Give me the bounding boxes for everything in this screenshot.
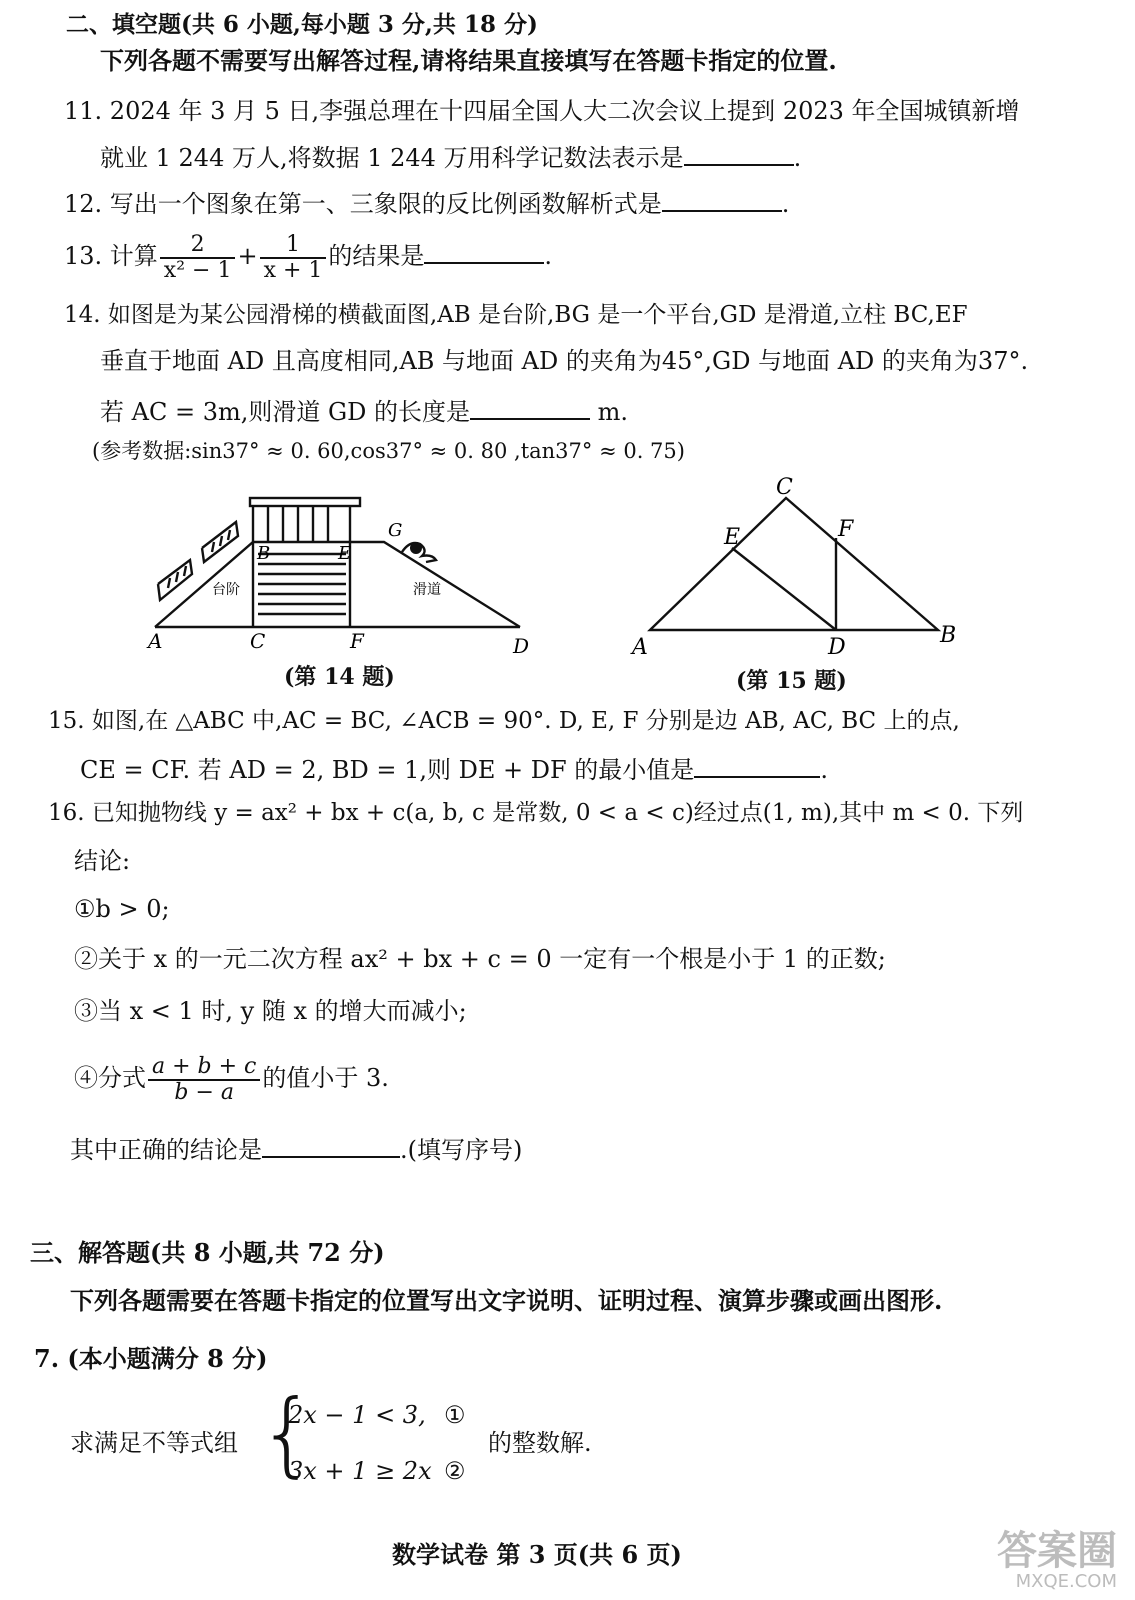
- fig14-label-b: B: [257, 543, 271, 564]
- q11-line2: 就业 1 244 万人,将数据 1 244 万用科学记数法表示是 .: [100, 140, 801, 173]
- q15-question: CE = CF. 若 AD = 2, BD = 1,则 DE + DF 的最小值是: [80, 756, 695, 784]
- q17-system-brace: {: [258, 1380, 317, 1487]
- q17-mark-2: ②: [444, 1457, 466, 1485]
- q16-conclusion-1: ①b > 0;: [74, 895, 170, 923]
- q13-frac1-denominator: x² − 1: [163, 257, 232, 283]
- fig15-label-f: F: [838, 517, 854, 542]
- fig14-handrail-1: [158, 560, 192, 600]
- q17-prefix: 求满足不等式组: [70, 1429, 238, 1457]
- q14-question: 若 AC = 3m,则滑道 GD 的长度是: [100, 398, 471, 426]
- q13-fraction-2: [260, 233, 327, 283]
- q13-prefix: 13. 计算: [64, 242, 158, 270]
- figure-14: [140, 490, 550, 660]
- fig14-label-e: E: [338, 543, 352, 564]
- q12-line: 12. 写出一个图象在第一、三象限的反比例函数解析式是 .: [64, 186, 789, 219]
- q16-conclusion-2: ②关于 x 的一元二次方程 ax² + bx + c = 0 一定有一个根是小于 1 的正数;: [74, 945, 886, 973]
- q13-fraction-1: [160, 233, 236, 283]
- q13-frac1-numerator: 2: [160, 233, 236, 259]
- fig14-rail-top: [250, 498, 360, 506]
- fig14-label-a: A: [148, 629, 163, 653]
- q14-unit: m.: [597, 398, 629, 426]
- fig15-caption: (第 15 题): [736, 668, 847, 694]
- section-2-title: 二、填空题(共 6 小题,每小题 3 分,共 18 分): [66, 11, 538, 38]
- q13-frac2-numerator: 1: [260, 233, 327, 259]
- section-3-title: 三、解答题(共 8 小题,共 72 分): [30, 1238, 385, 1267]
- q16-answer-suffix: .(填写序号): [400, 1136, 523, 1164]
- section-3-instruction: 下列各题需要在答题卡指定的位置写出文字说明、证明过程、演算步骤或画出图形.: [70, 1286, 943, 1315]
- watermark-logo-text: 答案圈: [997, 1528, 1117, 1574]
- fig15-label-a: A: [632, 635, 648, 660]
- q13-plus: +: [237, 242, 258, 270]
- fig14-label-f: F: [350, 629, 364, 653]
- fig14-label-g: G: [388, 520, 403, 541]
- q16-answer-prefix: 其中正确的结论是: [70, 1136, 262, 1164]
- q16-line2: 结论:: [74, 847, 131, 875]
- q16-conclusion-4: [74, 1052, 389, 1105]
- q16-answer-blank: [262, 1132, 400, 1158]
- page-footer: 数学试卷 第 3 页(共 6 页): [392, 1540, 682, 1569]
- fig14-caption: (第 14 题): [284, 664, 395, 690]
- q16-answer-line: [70, 1132, 522, 1165]
- q11-line1: 11. 2024 年 3 月 5 日,李强总理在十四届全国人大二次会议上提到 2023 年全国城镇新增: [64, 97, 1020, 125]
- q15-answer-blank: [694, 752, 820, 778]
- q16-conclusion-3: ③当 x < 1 时, y 随 x 的增大而减小;: [74, 997, 467, 1025]
- fig15-label-c: C: [776, 475, 793, 500]
- q16-c4-numerator: a + b + c: [148, 1055, 260, 1081]
- q15-line2: CE = CF. 若 AD = 2, BD = 1,则 DE + DF 的最小值是 .: [80, 752, 828, 785]
- fig14-label-c: C: [250, 629, 266, 653]
- q15-line1: 15. 如图,在 △ABC 中,AC = BC, ∠ACB = 90°. D, E, F 分别是边 AB, AC, BC 上的点,: [48, 708, 960, 734]
- section-2-instruction: 下列各题不需要写出解答过程,请将结果直接填写在答题卡指定的位置.: [100, 46, 837, 75]
- fig14-stairs-label: 台阶: [212, 582, 240, 598]
- q12-text: 12. 写出一个图象在第一、三象限的反比例函数解析式是: [64, 190, 662, 218]
- q17-header: 7. (本小题满分 8 分): [34, 1344, 268, 1373]
- fig15-triangle-abc: [650, 498, 938, 630]
- q13-suffix: 的结果是: [328, 242, 425, 270]
- q17-suffix: 的整数解.: [488, 1429, 592, 1457]
- q17-inequality-1: 2x − 1 < 3,: [288, 1401, 426, 1429]
- fig15-label-d: D: [828, 635, 846, 660]
- watermark-url: MXQE.COM: [1015, 1571, 1117, 1592]
- q11-text: 就业 1 244 万人,将数据 1 244 万用科学记数法表示是: [100, 144, 684, 172]
- q13-line: 13. 计算 $\frac{2}{\text{x² − 1}}$ + $\frac{1}{x + 1}$ 的结果是 .: [64, 231, 553, 283]
- q16-c4-suffix: 的值小于 3.: [262, 1064, 389, 1092]
- q16-c4-fraction: [148, 1055, 260, 1105]
- q14-line2: 垂直于地面 AD 且高度相同,AB 与地面 AD 的夹角为45°,GD 与地面 AD 的夹角为37°.: [100, 347, 1029, 375]
- q17-mark-1: ①: [444, 1401, 466, 1429]
- fig14-slide-label: 滑道: [413, 582, 441, 598]
- q14-answer-blank: [470, 394, 590, 420]
- q14-line3: [100, 394, 628, 427]
- q12-answer-blank: [662, 186, 782, 212]
- q16-c4-denominator: b − a: [174, 1079, 234, 1105]
- q14-line1: 14. 如图是为某公园滑梯的横截面图,AB 是台阶,BG 是一个平台,GD 是滑道,立柱 BC,EF: [64, 302, 968, 328]
- q13-frac2-denominator: x + 1: [263, 257, 323, 283]
- fig15-label-e: E: [724, 525, 741, 550]
- fig15-label-b: B: [940, 623, 957, 648]
- q16-c4-prefix: ④分式: [74, 1064, 146, 1092]
- fig15-segment-de: [732, 548, 836, 630]
- q17-inequality-2: 3x + 1 ≥ 2x: [288, 1457, 432, 1485]
- q11-answer-blank: [684, 140, 794, 166]
- q13-answer-blank: [424, 238, 544, 264]
- q14-reference-data: (参考数据:sin37° ≈ 0. 60,cos37° ≈ 0. 80 ,tan37° ≈ 0. 75): [92, 439, 685, 463]
- fig14-label-d: D: [513, 634, 530, 658]
- q16-line1: 16. 已知抛物线 y = ax² + bx + c(a, b, c 是常数, 0 < a < c)经过点(1, m),其中 m < 0. 下列: [48, 800, 1024, 826]
- watermark: [997, 1530, 1117, 1592]
- figure-15: [628, 470, 968, 660]
